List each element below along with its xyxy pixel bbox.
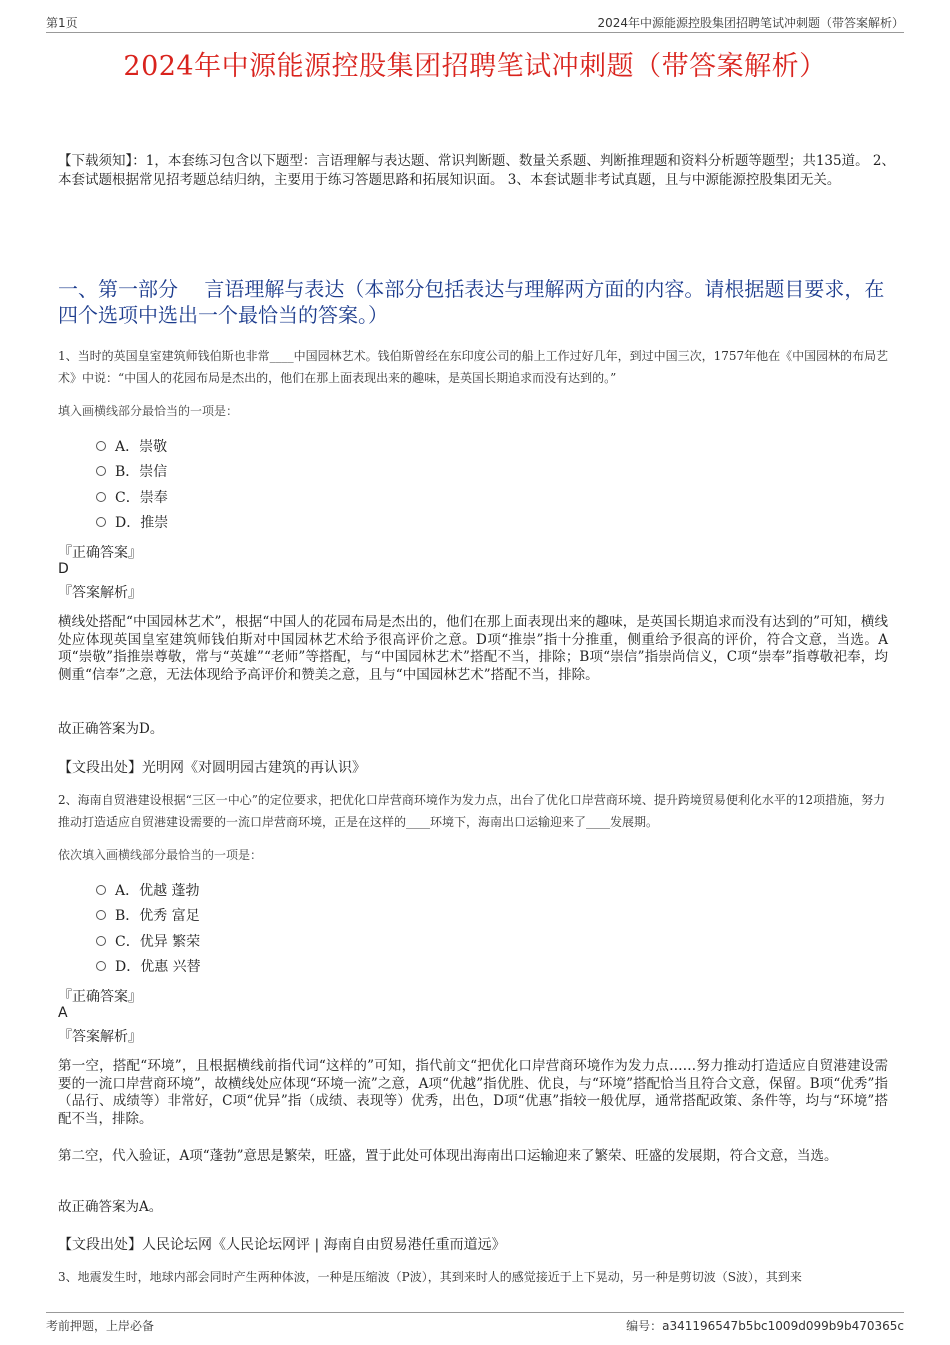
analysis-label: 『答案解析』 [58,585,142,601]
analysis-text: 横线处搭配“中国园林艺术”，根据“中国人的花园布局是杰出的，他们在那上面表现出来的趣味，是英国长期追求而没有达到的”可知，横线处应体现英国皇室建筑师钱伯斯对中国园林艺术给予很高评价之意。D项“推崇”指十分推重，侧重给予很高的评价，符合文意，当选。A项“崇敬”指推崇尊敬，常与“英雄”“老师”等搭配，与“中国园林艺术”搭配不当，排除；B项“崇信”指崇尚信义，C项“崇奉”指尊敬祀奉，均侧重“信奉”之意，无法体现给予高评价和赞美之意，且与“中国园林艺术”搭配不当，排除。 [58,614,888,683]
section-title: 一、第一部分 言语理解与表达（本部分包括表达与理解两方面的内容。请根据题目要求，在四个选项中选出一个最恰当的答案。） [58,277,885,327]
answer-label: 『正确答案』 [58,545,142,561]
radio-icon[interactable] [96,936,106,946]
page-footer [46,1312,904,1335]
footer-code: 编号：a341196547b5bc1009d099b9b470365c [626,1319,904,1333]
radio-icon[interactable] [96,466,106,476]
option-c[interactable]: C．崇奉 [96,484,168,510]
download-notice: 【下载须知】：1，本套练习包含以下题型：言语理解与表达题、常识判断题、数量关系题、判断推理题和资料分析题等题型；共135道。 2、本套试题根据常见招考题总结归纳，主要用于练习答题思路和拓展知识面。 3、本套试题非考试真题，且与中源能源控股集团无关。 [58,153,895,188]
document-title: 2024年中源能源控股集团招聘笔试冲刺题（带答案解析） [123,51,827,82]
radio-icon[interactable] [96,441,106,451]
option-a[interactable]: A．优越 蓬勃 [96,877,201,903]
option-a[interactable]: A．崇敬 [96,433,168,459]
header-doc-title: 2024年中源能源控股集团招聘笔试冲刺题（带答案解析） [597,16,904,30]
analysis-label: 『答案解析』 [58,1029,142,1045]
question-1-options [96,433,168,535]
correct-answer: D [58,561,69,577]
question-2-stem: 2、海南自贸港建设根据“三区一中心”的定位要求，把优化口岸营商环境作为发力点，出台了优化口岸营商环境、提升跨境贸易便利化水平的12项措施，努力推动打造适应自贸港建设需要的一流口岸营商环境，正是在这样的____环境下，海南出口运输迎来了____发展期。 [58,793,886,829]
question-2-options [96,877,201,979]
correct-answer: A [58,1005,68,1021]
radio-icon[interactable] [96,517,106,527]
option-d[interactable]: D．推崇 [96,510,168,536]
radio-icon[interactable] [96,910,106,920]
option-c[interactable]: C．优异 繁荣 [96,928,201,954]
radio-icon[interactable] [96,885,106,895]
source-citation: 【文段出处】人民论坛网《人民论坛网评 | 海南自由贸易港任重而道远》 [58,1237,506,1253]
source-citation: 【文段出处】光明网《对圆明园古建筑的再认识》 [58,760,366,776]
footer-slogan: 考前押题，上岸必备 [46,1319,155,1333]
analysis-conclusion: 故正确答案为A。 [58,1199,163,1215]
page-number: 第1页 [46,16,78,30]
question-1-prompt: 填入画横线部分最恰当的一项是： [58,404,239,418]
analysis-text-2: 第二空，代入验证，A项“蓬勃”意思是繁荣，旺盛，置于此处可体现出海南出口运输迎来了繁荣、旺盛的发展期，符合文意，当选。 [58,1148,838,1164]
page-header [46,12,904,33]
question-3-stem: 3、地震发生时，地球内部会同时产生两种体波，一种是压缩波（P波），其到来时人的感觉接近于上下晃动，另一种是剪切波（S波），其到来 [58,1270,802,1284]
question-2-prompt: 依次填入画横线部分最恰当的一项是： [58,848,263,862]
answer-label: 『正确答案』 [58,989,142,1005]
option-b[interactable]: B．优秀 富足 [96,903,201,929]
option-b[interactable]: B．崇信 [96,459,168,485]
analysis-conclusion: 故正确答案为D。 [58,721,164,737]
analysis-text: 第一空，搭配“环境”，且根据横线前指代词“这样的”可知，指代前文“把优化口岸营商环境作为发力点……努力推动打造适应自贸港建设需要的一流口岸营商环境”，故横线处应体现“环境一流”之意，A项“优越”指优胜、优良，与“环境”搭配恰当且符合文意，保留。B项“优秀”指（品行、成绩等）非常好，C项“优异”指（成绩、表现等）优秀，出色，D项“优惠”指较一般优厚，通常搭配政策、条件等，均与“环境”搭配不当，排除。 [58,1058,888,1127]
question-1-stem: 1、当时的英国皇室建筑师钱伯斯也非常____中国园林艺术。钱伯斯曾经在东印度公司的船上工作过好几年，到过中国三次，1757年他在《中国园林的布局艺术》中说：“中国人的花园布局是杰出的，他们在那上面表现出来的趣味，是英国长期追求而没有达到的。” [58,349,889,385]
option-d[interactable]: D．优惠 兴替 [96,954,201,980]
radio-icon[interactable] [96,961,106,971]
radio-icon[interactable] [96,492,106,502]
